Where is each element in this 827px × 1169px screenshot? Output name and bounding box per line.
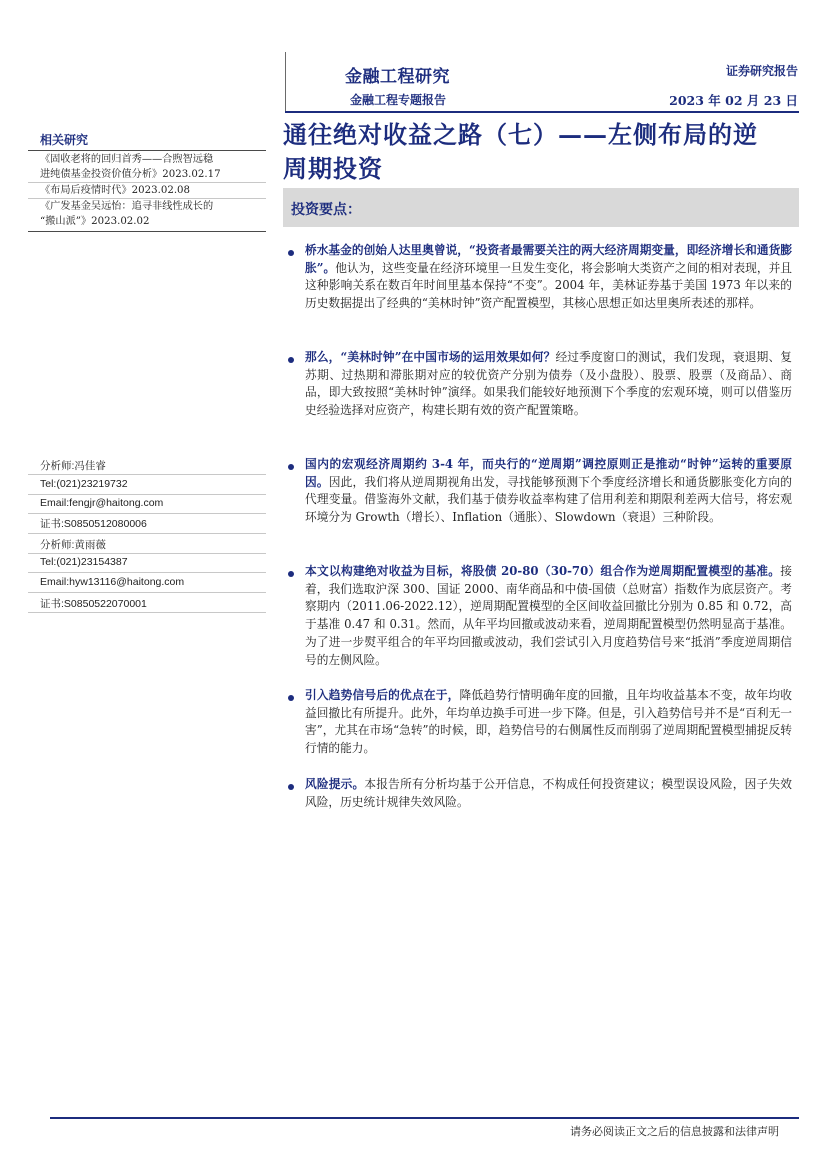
related-item-line: 进纯债基金投资价值分析》2023.02.17 bbox=[40, 169, 221, 180]
sidebar-divider bbox=[28, 612, 266, 613]
header-subtitle: 金融工程专题报告 bbox=[350, 93, 447, 107]
report-date: 2023 年 02 月 23 日 bbox=[669, 93, 798, 108]
analyst-cert: 证书:S0850522070001 bbox=[40, 598, 147, 610]
analyst-tel: Tel:(021)23154387 bbox=[40, 556, 128, 568]
analyst-name: 分析师:冯佳睿 bbox=[40, 460, 106, 472]
bullet-icon bbox=[288, 464, 294, 470]
sidebar-divider bbox=[28, 494, 266, 495]
sidebar-divider bbox=[28, 553, 266, 554]
key-point-lead: 风险提示。 bbox=[305, 777, 365, 791]
related-item-line: 《布局后疫情时代》2023.02.08 bbox=[40, 185, 191, 196]
key-point-body: 接着，我们选取沪深 300、国证 2000、南华商品和中债-国债（总财富）指数作为底层资产。考察期内（2011.06-2022.12），逆周期配置模型的全区间收益回撤比分别为 0.85 和 0.72，高于基准 0.47 和 0.31。然而，从年平均回撤或波动来看，逆周期配置模型仍然明显高于基准。为了进一步熨平组合的年平均回撤或波动，我们尝试引入月度趋势信号来“抵消”季度逆周期信号的左侧风险。 bbox=[305, 564, 792, 667]
related-item-line: 《广发基金吴远怡：追寻非线性成长的 bbox=[40, 201, 214, 212]
key-point-body: 本报告所有分析均基于公开信息，不构成任何投资建议；模型误设风险，因子失效风险，历史统计规律失效风险。 bbox=[305, 777, 792, 809]
analyst-email[interactable]: Email:fengjr@haitong.com bbox=[40, 497, 164, 509]
footer-rule bbox=[50, 1117, 799, 1119]
header-title: 金融工程研究 bbox=[345, 67, 450, 87]
sidebar-divider bbox=[28, 592, 266, 593]
key-point-paragraph bbox=[305, 349, 792, 420]
key-point-body: 因此，我们将从逆周期视角出发，寻找能够预测下个季度经济增长和通货膨胀变化方向的代理变量。借鉴海外文献，我们基于债券收益率构建了信用利差和期限利差两大信号，将宏观环境分为 Growth（增长）、Inflation（通胀）、Slowdown（衰退）三种阶段。 bbox=[305, 474, 792, 525]
sidebar-divider bbox=[28, 533, 266, 534]
report-type: 证券研究报告 bbox=[725, 64, 798, 78]
sidebar-divider bbox=[28, 513, 266, 514]
key-point-paragraph bbox=[305, 687, 792, 758]
key-point-lead: 引入趋势信号后的优点在于， bbox=[305, 688, 460, 702]
report-title bbox=[283, 118, 803, 186]
key-point-lead: 国内的宏观经济周期约 3-4 年，而央行的“逆周期”调控原则正是推动“时钟”运转的重要原因。 bbox=[305, 457, 792, 489]
analyst-tel: Tel:(021)23219732 bbox=[40, 478, 128, 490]
key-point-body: 经过季度窗口的测试，我们发现，衰退期、复苏期、过热期和滞胀期对应的较优资产分别为债券（及小盘股）、股票、股票（及商品）、商品，即大致按照“美林时钟”演绎。如果我们能较好地预测下个季度的宏观环境，则可以借鉴历史经验选择对应资产，构建长期有效的资产配置策略。 bbox=[305, 350, 792, 418]
bullet-icon bbox=[288, 357, 294, 363]
key-points-label: 投资要点： bbox=[291, 202, 361, 218]
report-title-line: 周期投资 bbox=[283, 154, 383, 183]
sidebar-rule bbox=[28, 231, 266, 232]
sidebar-divider bbox=[28, 474, 266, 475]
related-item-line: 《固收老将的回归首秀——合煦智远稳 bbox=[40, 154, 214, 165]
key-point-lead: 那么，“美林时钟”在中国市场的运用效果如何？ bbox=[305, 350, 556, 364]
key-point-lead: 桥水基金的创始人达里奥曾说，“投资者最需要关注的两大经济周期变量，即经济增长和通货膨胀”。 bbox=[305, 243, 792, 275]
analyst-cert: 证书:S0850512080006 bbox=[40, 518, 147, 530]
related-item[interactable] bbox=[40, 199, 262, 229]
key-point-paragraph bbox=[305, 242, 792, 313]
bullet-icon bbox=[288, 784, 294, 790]
sidebar-rule bbox=[28, 150, 266, 151]
header-divider bbox=[285, 52, 286, 112]
sidebar-divider bbox=[28, 572, 266, 573]
key-point-body: 降低趋势行情明确年度的回撤，且年均收益基本不变，故年均收益回撤比有所提升。此外，年均单边换手可进一步下降。但是，引入趋势信号并不是“百利无一害”，尤其在市场“急转”的时候，即，趋势信号的右侧属性反而削弱了逆周期配置模型捕捉反转行情的能力。 bbox=[305, 688, 792, 756]
key-point-paragraph bbox=[305, 776, 792, 811]
related-item-line: “搬山派”》2023.02.02 bbox=[40, 216, 150, 227]
header-rule bbox=[285, 111, 799, 113]
key-point-body: 他认为，这些变量在经济环境里一旦发生变化，将会影响大类资产之间的相对表现，并且这种影响关系在数百年时间里基本保持“不变”。2004 年，美林证券基于美国 1973 年以来的历史数据提出了经典的“美林时钟”资产配置模型，其核心思想正如达里奥所表述的那样。 bbox=[305, 260, 792, 311]
key-point-paragraph bbox=[305, 563, 792, 669]
key-point-paragraph bbox=[305, 456, 792, 527]
related-item[interactable] bbox=[40, 152, 262, 182]
bullet-icon bbox=[288, 250, 294, 256]
analyst-email[interactable]: Email:hyw13116@haitong.com bbox=[40, 576, 185, 588]
related-research-heading: 相关研究 bbox=[40, 133, 89, 147]
report-title-line: 通往绝对收益之路（七）——左侧布局的逆 bbox=[283, 120, 758, 149]
related-item[interactable] bbox=[40, 183, 262, 198]
bullet-icon bbox=[288, 695, 294, 701]
key-point-lead: 本文以构建绝对收益为目标，将股债 20-80（30-70）组合作为逆周期配置模型的基准。 bbox=[305, 564, 781, 578]
footer-disclaimer: 请务必阅读正文之后的信息披露和法律声明 bbox=[570, 1125, 779, 1138]
bullet-icon bbox=[288, 571, 294, 577]
analyst-name: 分析师:黄雨薇 bbox=[40, 539, 106, 551]
